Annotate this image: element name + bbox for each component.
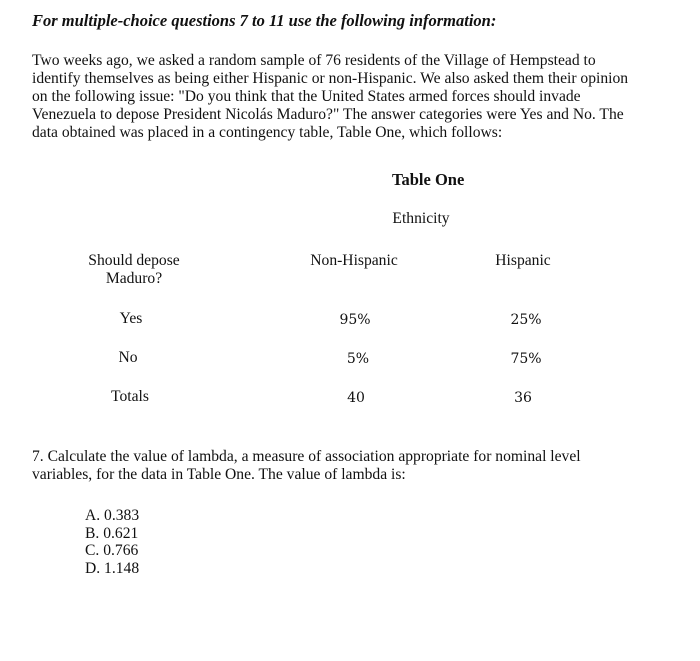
cell-totals-hispanic: 36 (514, 390, 532, 406)
cell-totals-non-hispanic: 40 (347, 390, 365, 406)
cell-no-non-hispanic: 5% (346, 351, 370, 367)
question-line: variables, for the data in Table One. The value of lambda is: (32, 466, 406, 483)
column-group-label: Ethnicity (392, 210, 450, 227)
row-label-yes: Yes (119, 310, 143, 327)
row-label-totals: Totals (111, 388, 149, 405)
section-heading: For multiple-choice questions 7 to 11 use the following information: (32, 11, 497, 30)
intro-line: identify themselves as being either Hispanic or non-Hispanic. We also asked them their opinion (32, 70, 629, 87)
option-c[interactable]: C. 0.766 (85, 542, 139, 559)
column-header-hispanic: Hispanic (495, 252, 551, 269)
intro-paragraph (32, 52, 696, 142)
intro-line: on the following issue: "Do you think that the United States armed forces should invade (32, 88, 581, 105)
row-header (88, 252, 179, 288)
intro-line: data obtained was placed in a contingency table, Table One, which follows: (32, 124, 503, 141)
intro-line: Two weeks ago, we asked a random sample of 76 residents of the Village of Hempstead to (32, 52, 596, 69)
row-header-line: Should depose (88, 252, 180, 269)
option-a[interactable]: A. 0.383 (85, 507, 140, 524)
intro-line: Venezuela to depose President Nicolás Maduro?" The answer categories were Yes and No. The (32, 106, 624, 123)
column-header-non-hispanic: Non-Hispanic (310, 252, 398, 269)
option-b[interactable]: B. 0.621 (85, 524, 139, 542)
question-line: 7. Calculate the value of lambda, a measure of association appropriate for nominal level (32, 448, 581, 465)
answer-options (85, 507, 139, 577)
row-label-no: No (118, 349, 138, 366)
option-d[interactable]: D. 1.148 (85, 559, 140, 577)
question-text (32, 448, 581, 484)
cell-yes-non-hispanic: 95% (339, 312, 371, 328)
cell-yes-hispanic: 25% (510, 312, 542, 328)
row-header-line: Maduro? (105, 270, 163, 287)
cell-no-hispanic: 75% (510, 351, 542, 367)
table-title: Table One (392, 170, 465, 189)
